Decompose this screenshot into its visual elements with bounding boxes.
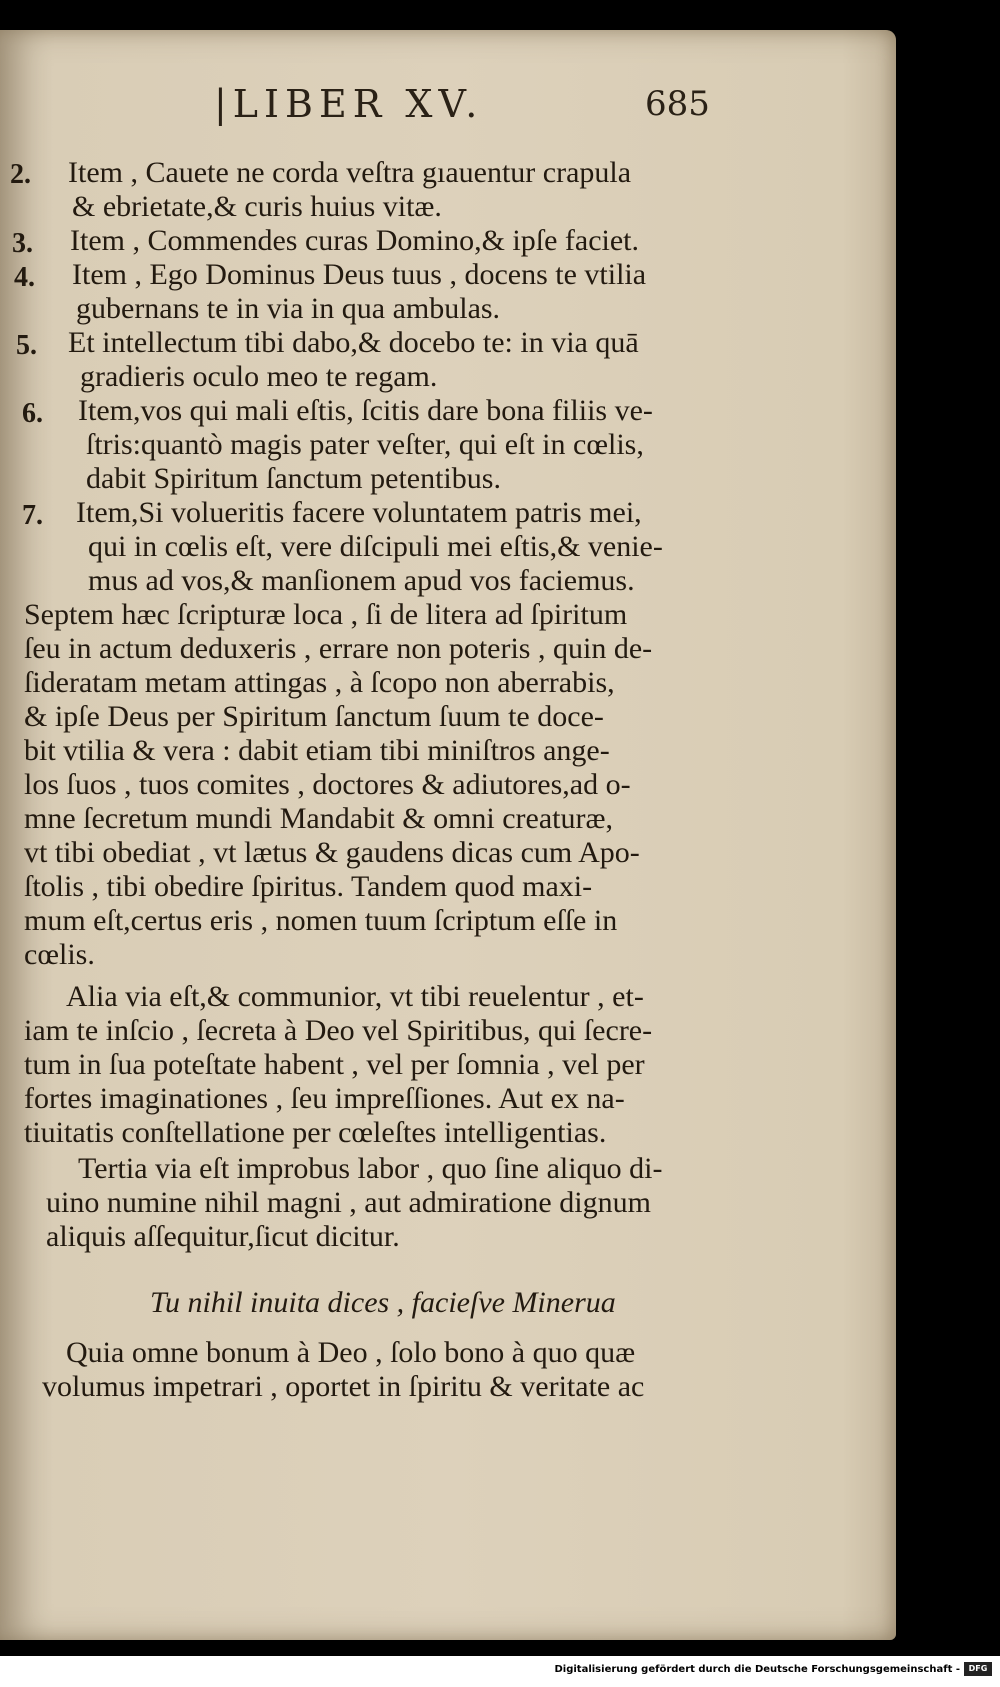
page-number: 685 [645,84,710,124]
text-line: mus ad vos,& manſionem apud vos faciemus. [88,564,635,597]
digitization-footer [0,1656,1000,1687]
text-line: & ebrietate,& curis huius vitæ. [72,190,442,223]
text-line: Septem hæc ſcripturæ loca , ſi de litera ad ſpiritum [24,598,628,631]
text-line: Tertia via eſt improbus labor , quo ſine aliquo di- [78,1152,663,1185]
funding-credit: Digitalisierung gefördert durch die Deutsche Forschungsgemeinschaft - [554,1664,960,1675]
running-title: |LIBER XV. [214,82,484,126]
list-number: 5. [16,330,37,361]
text-line: iam te inſcio , ſecreta à Deo vel Spiritibus, qui ſecre- [24,1014,653,1047]
text-line: Item , Commendes curas Domino,& ipſe faciet. [70,224,640,257]
text-line: Item,Si volueritis facere voluntatem patris mei, [76,496,642,529]
page-header [0,82,896,132]
list-number: 2. [10,159,31,190]
text-line: dabit Spiritum ſanctum petentibus. [86,462,501,495]
text-line: gubernans te in via in qua ambulas. [76,292,501,325]
text-line: qui in cœlis eſt, vere diſcipuli mei eſtis,& venie- [88,530,663,563]
text-line: & ipſe Deus per Spiritum ſanctum ſuum te doce- [24,700,604,733]
text-line: tum in ſua poteſtate habent , vel per ſomnia , vel per [24,1048,645,1081]
text-line: ſtris:quantò magis pater veſter, qui eſt in cœlis, [86,428,644,461]
text-line: mne ſecretum mundi Mandabit & omni creaturæ, [24,802,614,835]
list-number: 6. [22,398,43,429]
text-line: uino numine nihil magni , aut admiratione dignum [46,1186,651,1219]
text-line: mum eſt,certus eris , nomen tuum ſcriptum eſſe in [24,904,618,937]
text-line: fortes imaginationes , ſeu impreſſiones. Aut ex na- [24,1082,625,1115]
text-line: Item , Cauete ne corda veſtra gıauentur crapula [68,156,632,189]
text-line: Alia via eſt,& communior, vt tibi reuelentur , et- [66,980,644,1013]
text-line: ſideratam metam attingas , à ſcopo non aberrabis, [24,666,615,699]
text-line: ſtolis , tibi obedire ſpiritus. Tandem quod maxi- [24,870,593,903]
list-number: 3. [12,228,33,259]
text-line: tiuitatis conſtellatione per cœleſtes intelligentias. [24,1116,607,1149]
text-line: vt tibi obediat , vt lætus & gaudens dicas cum Apo- [24,836,640,869]
text-line: volumus impetrari , oportet in ſpiritu & veritate ac [42,1370,645,1403]
text-line: gradieris oculo meo te regam. [80,360,438,393]
text-line: aliquis aſſequitur,ſicut dicitur. [46,1220,400,1253]
text-line: Item , Ego Dominus Deus tuus , docens te vtilia [72,258,647,291]
text-line: Quia omne bonum à Deo , ſolo bono à quo quæ [66,1336,636,1369]
text-line: Item,vos qui mali eſtis, ſcitis dare bona filiis ve- [78,394,653,427]
text-line: cœlis. [24,938,95,971]
list-number: 7. [22,500,43,531]
list-number: 4. [14,262,35,293]
dfg-logo: DFG [964,1662,992,1676]
text-line: Et intellectum tibi dabo,& docebo te: in via quā [68,326,639,359]
text-line: ſeu in actum deduxeris , errare non poteris , quin de- [24,632,653,665]
text-line: bit vtilia & vera : dabit etiam tibi miniſtros ange- [24,734,610,767]
verse-quote: Tu nihil inuita dices , facieſve Minerua [150,1286,616,1319]
text-line: los ſuos , tuos comites , doctores & adiutores,ad o- [24,768,631,801]
